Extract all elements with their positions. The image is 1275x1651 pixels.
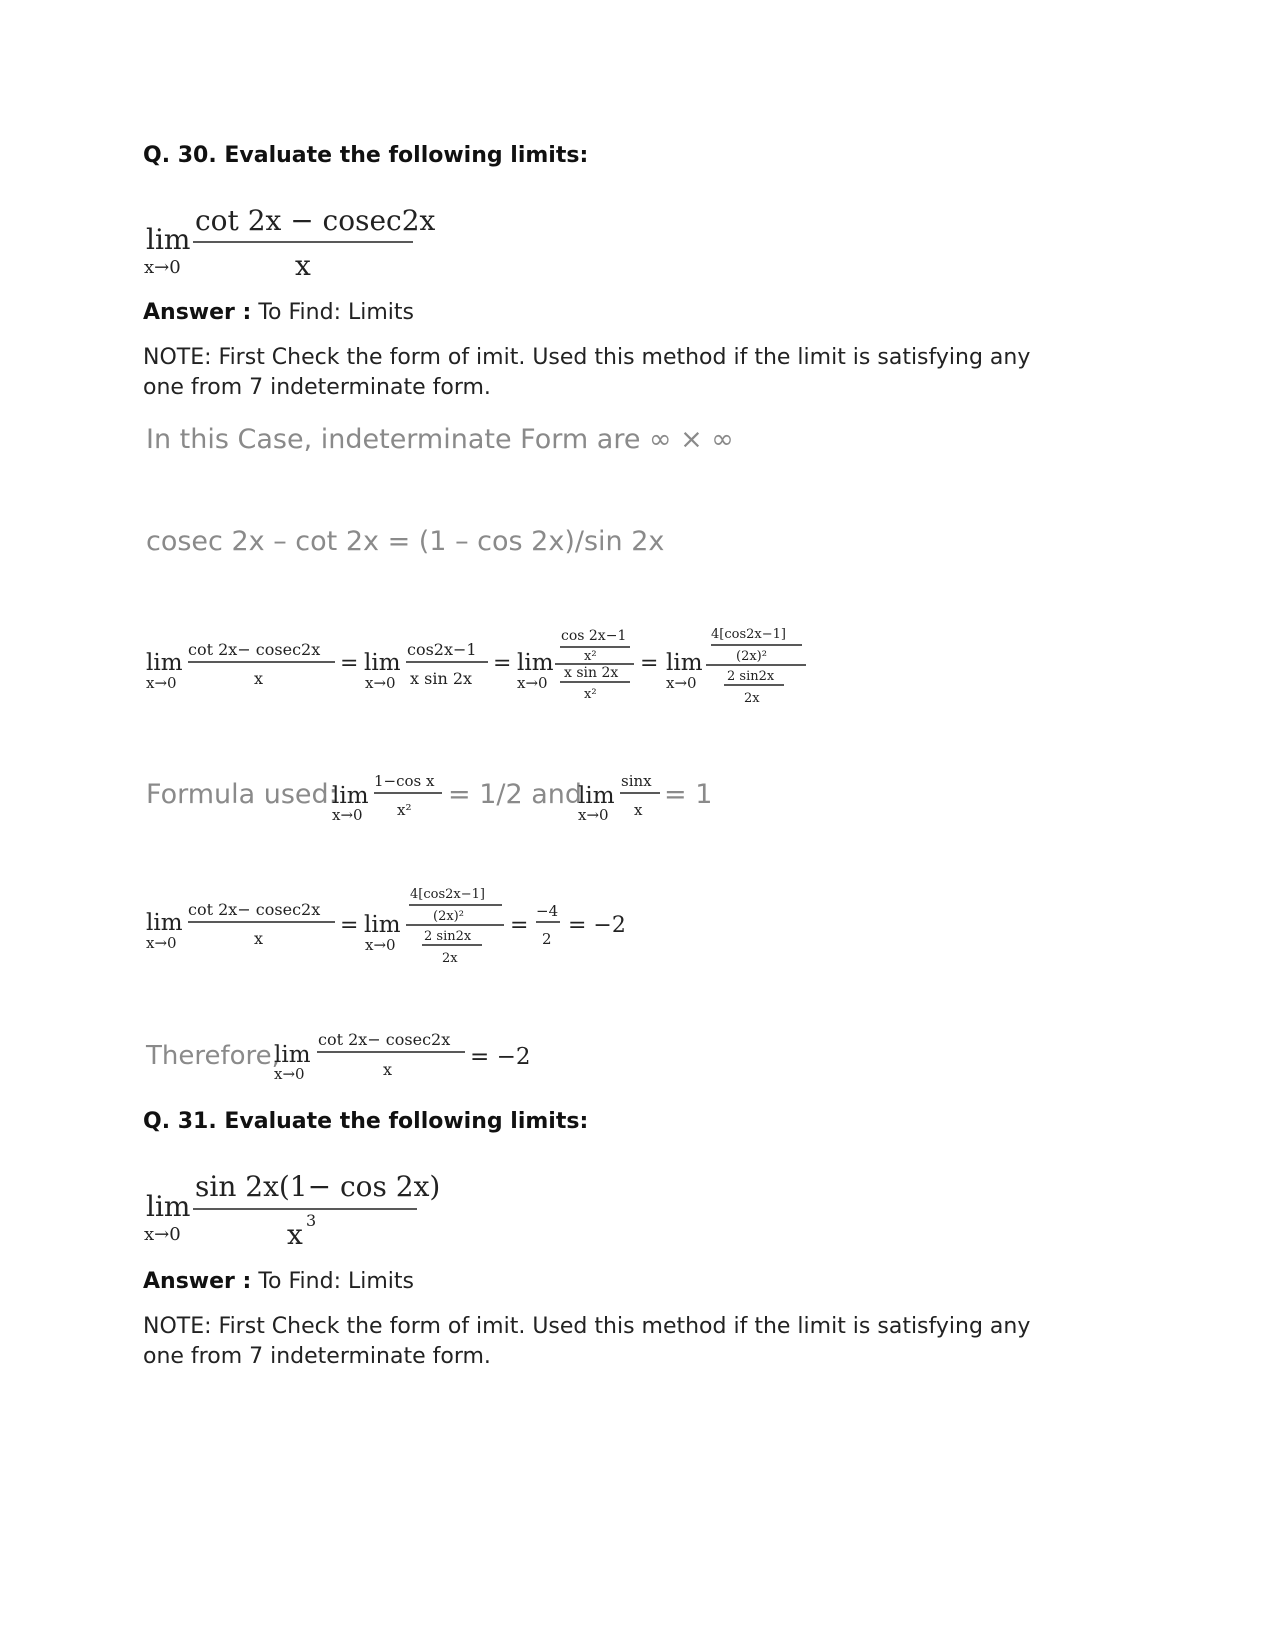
question-30-expression <box>140 195 440 285</box>
lim-subscript: x→0 <box>517 674 548 692</box>
lim-label: lim <box>146 223 191 256</box>
t1-numerator: cot 2x− cosec2x <box>188 900 321 919</box>
f2-value: = 1 <box>664 779 713 810</box>
t2-num-num: 4[cos2x−1] <box>410 887 485 902</box>
t2-denominator: x sin 2x <box>410 669 473 688</box>
t1-numerator: cot 2x− cosec2x <box>188 640 321 659</box>
t3-den-den: x² <box>584 687 597 702</box>
lim-label: lim <box>146 650 183 676</box>
lim-subscript: x→0 <box>365 674 396 692</box>
f2-denominator: x <box>634 801 643 819</box>
t3-num-den: x² <box>584 649 597 664</box>
t3-num-num: cos 2x−1 <box>561 628 627 644</box>
svg-text:=: = <box>640 651 659 676</box>
q30-answer-line <box>143 298 414 328</box>
svg-text:=: = <box>340 651 359 676</box>
denominator-exponent: 3 <box>306 1211 317 1230</box>
f1-numerator: 1−cos x <box>374 772 435 790</box>
lim-subscript: x→0 <box>144 1224 181 1245</box>
answer-text: To Find: Limits <box>251 1269 414 1294</box>
formula-used <box>140 765 740 825</box>
t3-den-num: x sin 2x <box>564 665 619 681</box>
therefore-line <box>140 1022 560 1087</box>
answer-text: To Find: Limits <box>251 300 414 325</box>
t1-denominator: x <box>254 929 264 948</box>
t2-numerator: cos2x−1 <box>407 640 477 659</box>
t1-denominator: x <box>254 669 264 688</box>
svg-text:=: = <box>493 651 512 676</box>
formula-prefix: Formula used: <box>146 779 338 810</box>
t4-den-den: 2x <box>744 691 760 706</box>
therefore-numerator: cot 2x− cosec2x <box>318 1030 451 1049</box>
answer-label: Answer : <box>143 1269 252 1294</box>
lim-label: lim <box>666 650 703 676</box>
solution-step-1 <box>140 618 820 713</box>
lim-subscript: x→0 <box>274 1065 305 1083</box>
lim-label: lim <box>146 1190 191 1223</box>
q30-note: NOTE: First Check the form of imit. Used this method if the limit is satisfying any one from 7 indeterminate form. <box>143 345 1031 400</box>
therefore-denominator: x <box>383 1060 393 1079</box>
lim-subscript: x→0 <box>146 674 177 692</box>
t2-den-den: 2x <box>442 951 458 966</box>
lim-label: lim <box>578 783 615 809</box>
svg-text:=: = <box>510 913 529 938</box>
t4-den-num: 2 sin2x <box>727 669 775 684</box>
lim-subscript: x→0 <box>146 934 177 952</box>
t4-num-den: (2x)² <box>736 649 767 664</box>
lim-label: lim <box>332 783 369 809</box>
svg-text:=: = <box>340 913 359 938</box>
indeterminate-form-line: In this Case, indeterminate Form are ∞ × ∞ <box>146 424 734 455</box>
lim-label: lim <box>146 910 183 936</box>
question-31-heading: Q. 31. Evaluate the following limits: <box>143 1109 589 1134</box>
lim-subscript: x→0 <box>144 257 181 278</box>
numerator: cot 2x − cosec2x <box>195 204 436 237</box>
t4-num-num: 4[cos2x−1] <box>711 627 786 642</box>
lim-subscript: x→0 <box>578 806 609 824</box>
lim-subscript: x→0 <box>332 806 363 824</box>
lim-label: lim <box>517 650 554 676</box>
t3-numerator: −4 <box>536 902 559 920</box>
trig-identity-line: cosec 2x – cot 2x = (1 – cos 2x)/sin 2x <box>146 526 665 557</box>
t2-den-num: 2 sin2x <box>424 929 472 944</box>
numerator: sin 2x(1− cos 2x) <box>195 1170 440 1203</box>
denominator: x <box>295 249 311 282</box>
t3-denominator: 2 <box>542 930 552 948</box>
f1-denominator: x² <box>397 801 412 819</box>
q31-note: NOTE: First Check the form of imit. Used this method if the limit is satisfying any one from 7 indeterminate form. <box>143 1314 1031 1369</box>
question-30-heading: Q. 30. Evaluate the following limits: <box>143 143 589 168</box>
therefore-result: = −2 <box>470 1044 531 1070</box>
lim-subscript: x→0 <box>666 674 697 692</box>
step2-result: = −2 <box>568 913 626 938</box>
lim-label: lim <box>274 1042 311 1068</box>
question-31-expression <box>140 1160 440 1255</box>
solution-step-2 <box>140 878 660 973</box>
answer-label: Answer : <box>143 300 252 325</box>
t2-num-den: (2x)² <box>433 909 464 924</box>
denominator: x <box>287 1218 303 1251</box>
therefore-prefix: Therefore, <box>146 1041 280 1071</box>
lim-label: lim <box>364 650 401 676</box>
f2-numerator: sinx <box>621 772 652 790</box>
f1-value: = 1/2 and <box>448 779 583 810</box>
lim-label: lim <box>364 912 401 938</box>
q31-answer-line <box>143 1267 414 1297</box>
lim-subscript: x→0 <box>365 936 396 954</box>
